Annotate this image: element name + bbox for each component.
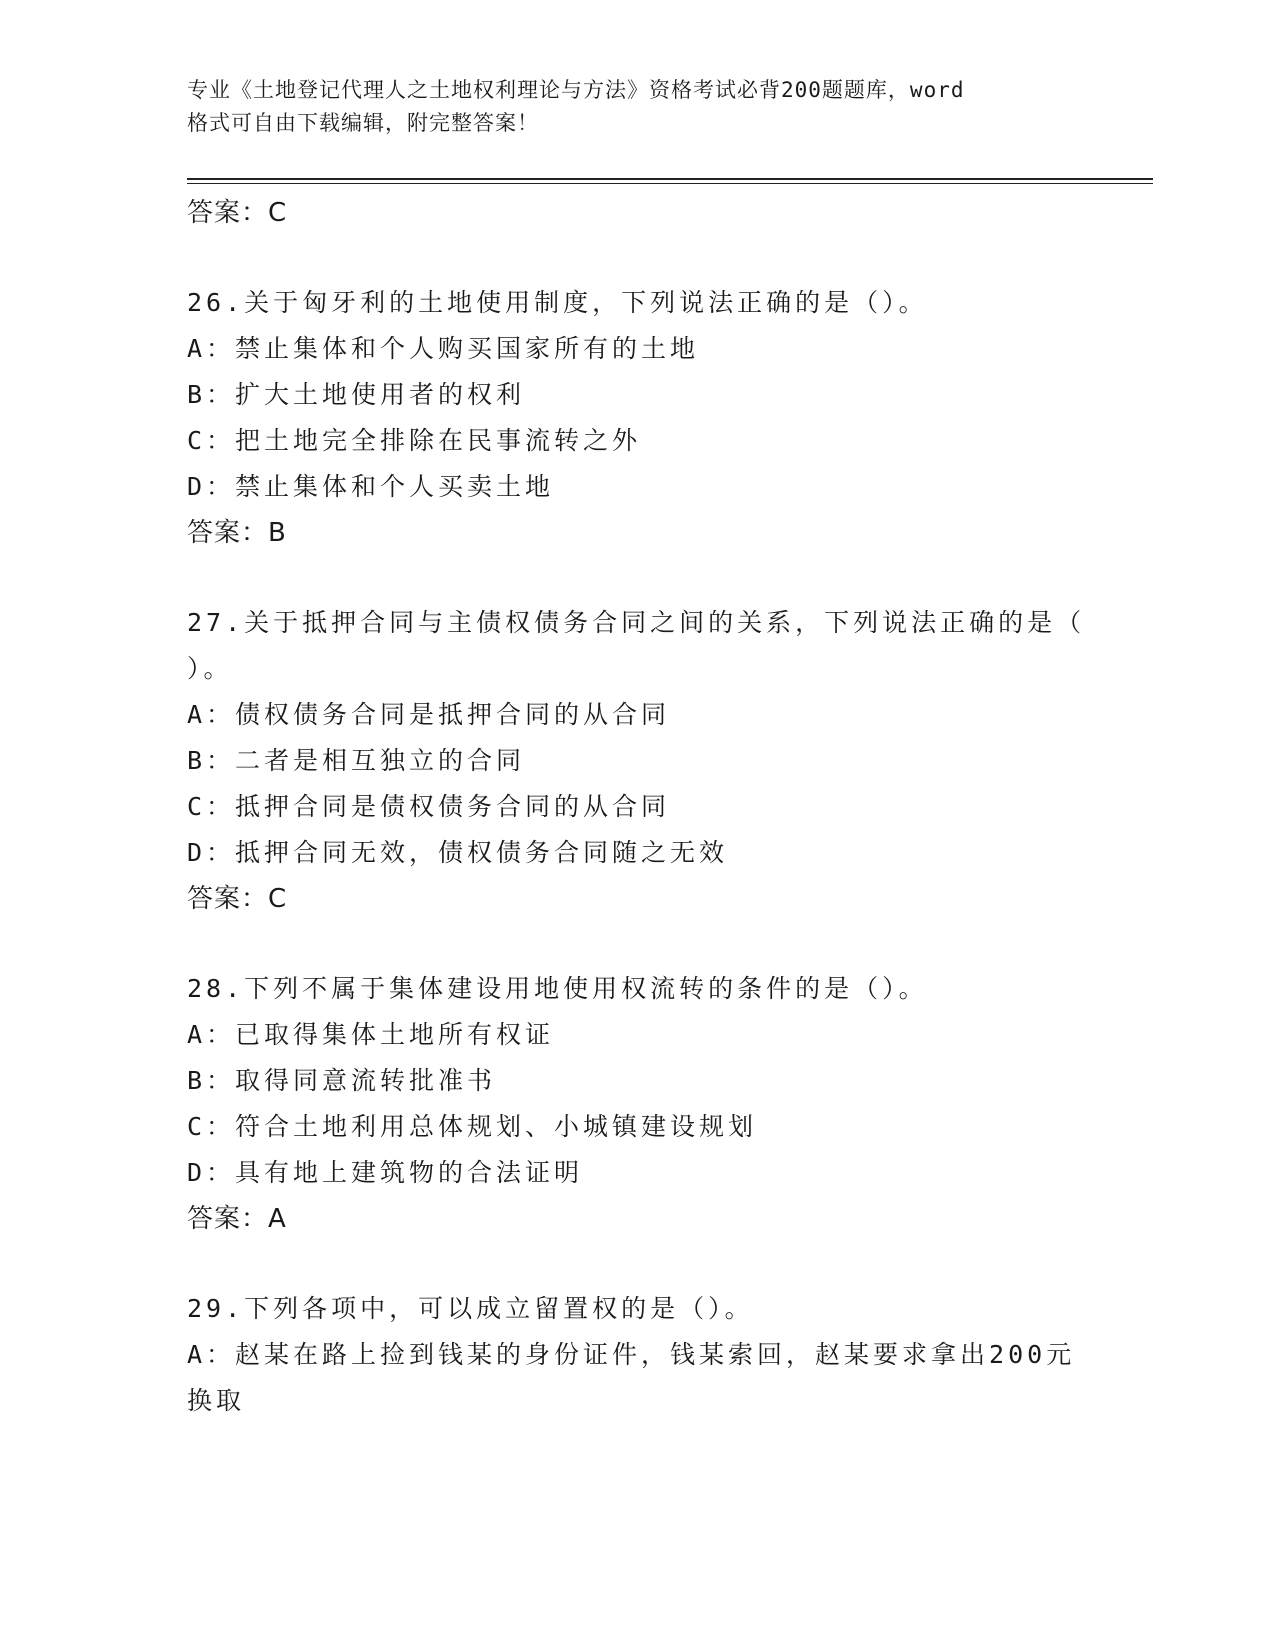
option-d: D：禁止集体和个人买卖土地 bbox=[187, 472, 555, 501]
option-c: C：符合土地利用总体规划、小城镇建设规划 bbox=[187, 1112, 758, 1141]
question-28 bbox=[187, 966, 1067, 1242]
option-a: A：债权债务合同是抵押合同的从合同 bbox=[187, 700, 671, 729]
option-b: B：扩大土地使用者的权利 bbox=[187, 380, 526, 409]
question-stem: 26.关于匈牙利的土地使用制度，下列说法正确的是（）。 bbox=[187, 288, 928, 317]
question-29 bbox=[187, 1286, 1076, 1424]
option-a: A：禁止集体和个人购买国家所有的土地 bbox=[187, 334, 700, 363]
header-divider-thick bbox=[187, 178, 1153, 180]
question-stem: 29.下列各项中，可以成立留置权的是（）。 bbox=[187, 1294, 754, 1323]
option-b: B：取得同意流转批准书 bbox=[187, 1066, 497, 1095]
header-line-2: 格式可自由下载编辑，附完整答案！ bbox=[187, 111, 539, 135]
header-divider-thin bbox=[187, 183, 1153, 184]
question-stem: 27.关于抵押合同与主债权债务合同之间的关系，下列说法正确的是（ bbox=[187, 608, 1086, 637]
answer-25: 答案：C bbox=[187, 198, 288, 228]
answer-28: 答案：A bbox=[187, 1204, 287, 1234]
document-header bbox=[187, 74, 1067, 140]
option-b: B：二者是相互独立的合同 bbox=[187, 746, 526, 775]
question-26 bbox=[187, 280, 1067, 556]
option-a: A：赵某在路上捡到钱某的身份证件，钱某索回，赵某要求拿出200元 bbox=[187, 1340, 1076, 1369]
question-stem-continued: ）。 bbox=[187, 654, 233, 683]
option-a-continued: 换取 bbox=[187, 1386, 246, 1415]
header-line-1: 专业《土地登记代理人之土地权利理论与方法》资格考试必背200题题库，word bbox=[187, 78, 965, 102]
option-d: D：具有地上建筑物的合法证明 bbox=[187, 1158, 584, 1187]
option-a: A：已取得集体土地所有权证 bbox=[187, 1020, 555, 1049]
answer-26: 答案：B bbox=[187, 518, 287, 548]
option-d: D：抵押合同无效，债权债务合同随之无效 bbox=[187, 838, 729, 867]
question-27 bbox=[187, 600, 1086, 922]
option-c: C：把土地完全排除在民事流转之外 bbox=[187, 426, 642, 455]
question-stem: 28.下列不属于集体建设用地使用权流转的条件的是（）。 bbox=[187, 974, 928, 1003]
option-c: C：抵押合同是债权债务合同的从合同 bbox=[187, 792, 671, 821]
answer-27: 答案：C bbox=[187, 884, 288, 914]
question-list bbox=[187, 190, 1086, 1424]
